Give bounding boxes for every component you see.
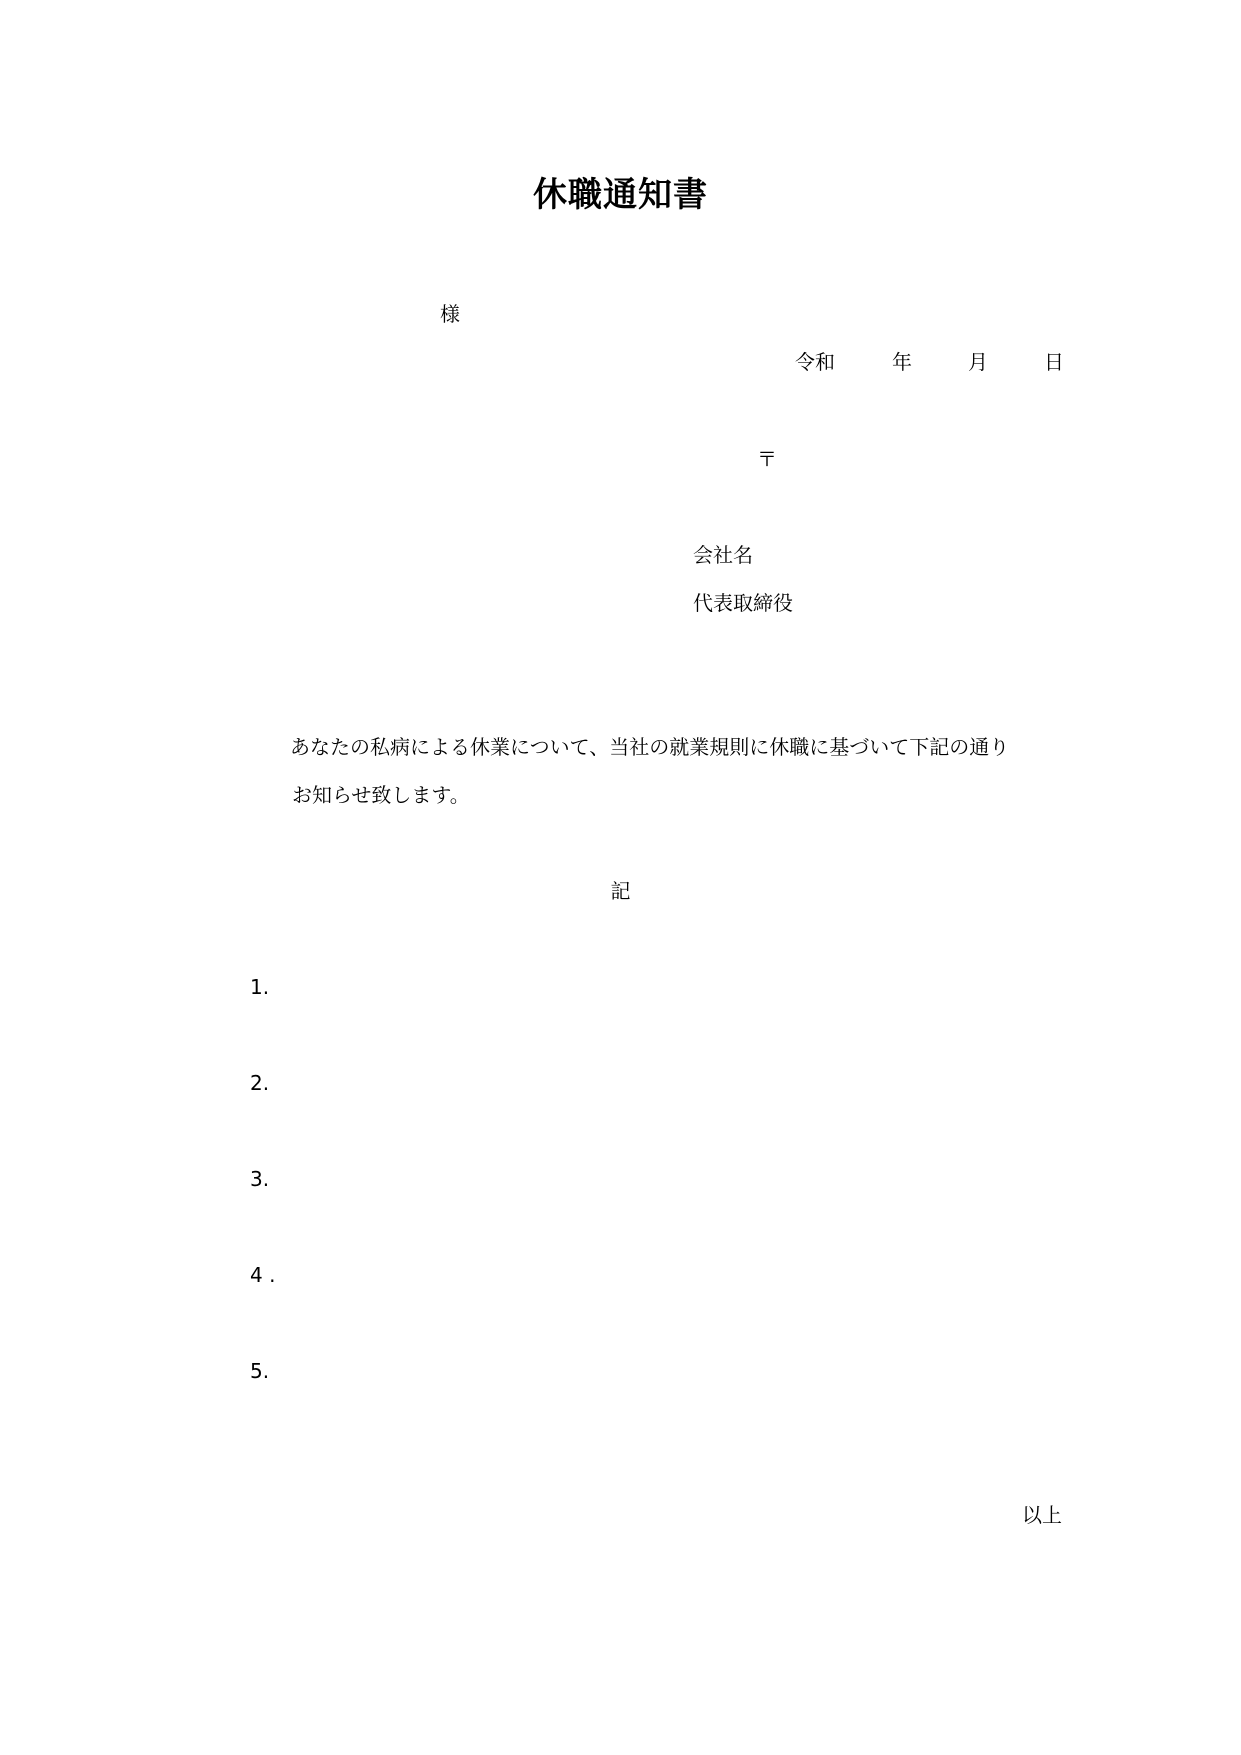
addressee-honorific: 様 <box>440 302 460 326</box>
item-number-1: 1. <box>250 975 270 999</box>
body-line-1: あなたの私病による休業について、当社の就業規則に休職に基づいて下記の通り <box>290 735 1010 759</box>
representative-label: 代表取締役 <box>693 591 793 615</box>
date-year-unit: 年 <box>892 350 912 374</box>
item-number-4: 4 . <box>250 1263 276 1287</box>
closing-remark: 以上 <box>1022 1503 1062 1527</box>
date-day-unit: 日 <box>1044 350 1064 374</box>
item-number-3: 3. <box>250 1167 270 1191</box>
postal-mark: 〒 <box>757 447 777 471</box>
item-number-5: 5. <box>250 1359 270 1383</box>
document-title: 休職通知書 <box>533 175 708 215</box>
body-line-2: お知らせ致します。 <box>292 783 470 807</box>
company-name-label: 会社名 <box>693 543 753 567</box>
date-era: 令和 <box>795 350 835 374</box>
date-month-unit: 月 <box>968 350 988 374</box>
item-number-2: 2. <box>250 1071 270 1095</box>
ki-heading: 記 <box>610 879 631 903</box>
